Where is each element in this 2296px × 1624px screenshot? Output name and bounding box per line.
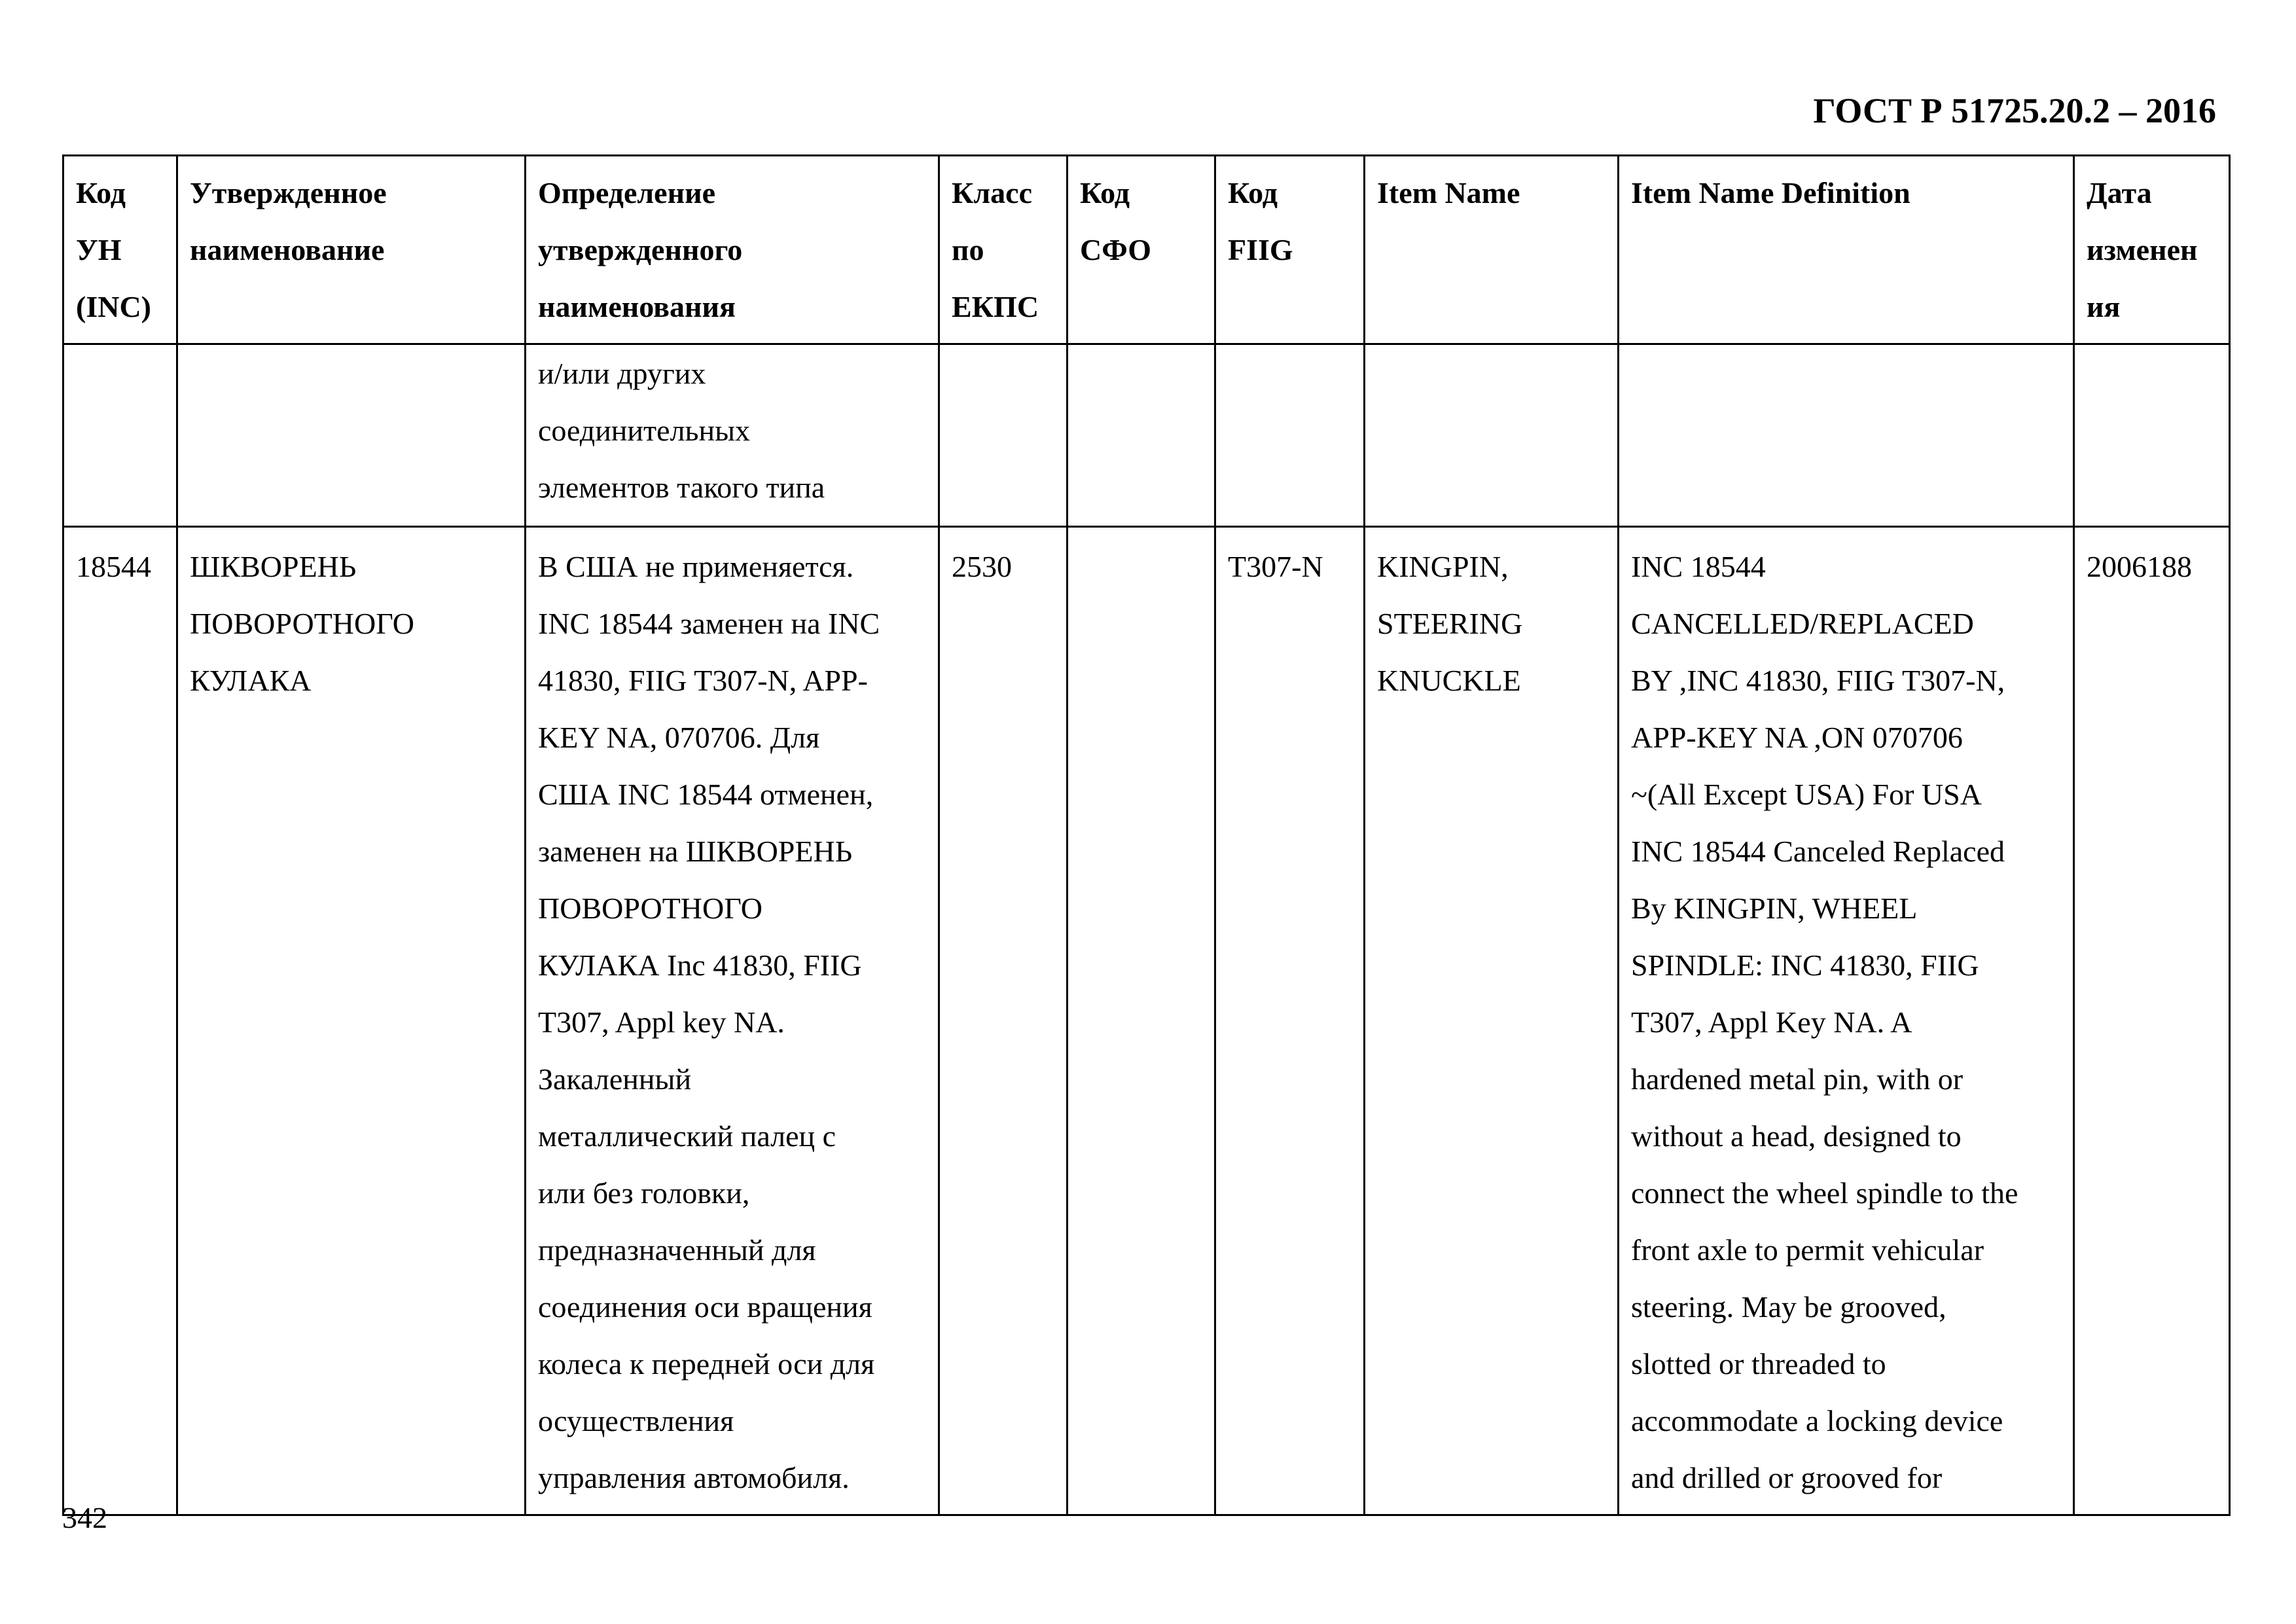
column-header-approved-name: Утвержденное наименование (177, 156, 526, 344)
item-name-table (62, 154, 2231, 1516)
cell-approved-name: ШКВОРЕНЬ ПОВОРОТНОГО КУЛАКА (177, 527, 526, 1515)
column-header-change-date: Дата изменен ия (2074, 156, 2230, 344)
column-header-sfo-code: Код СФО (1067, 156, 1215, 344)
column-header-item-name-definition: Item Name Definition (1619, 156, 2074, 344)
cell-ekps-class: 2530 (939, 527, 1067, 1515)
column-header-fiig-code: Код FIIG (1215, 156, 1365, 344)
cell-approved-name-definition: и/или других соединительных элементов такого типа (526, 344, 939, 527)
cell-item-name-definition (1619, 344, 2074, 527)
cell-sfo-code (1067, 344, 1215, 527)
cell-change-date: 2006188 (2074, 527, 2230, 1515)
table-header-row (63, 156, 2230, 344)
cell-approved-name (177, 344, 526, 527)
cell-fiig-code: T307-N (1215, 527, 1365, 1515)
cell-inc (63, 344, 177, 527)
cell-ekps-class (939, 344, 1067, 527)
column-header-approved-name-definition: Определение утвержденного наименования (526, 156, 939, 344)
column-header-item-name: Item Name (1365, 156, 1619, 344)
column-header-ekps-class: Класс по ЕКПС (939, 156, 1067, 344)
cell-inc: 18544 (63, 527, 177, 1515)
cell-item-name-definition: INC 18544 CANCELLED/REPLACED BY ,INC 41830, FIIG T307-N, APP-KEY NA ,ON 070706 ~(All Except USA) For USA INC 18544 Canceled Replaced By KINGPIN, WHEEL SPINDLE: INC 41830, FIIG T307, Appl Key NA. A hardened metal pin, with or without a head, designed to connect the wheel spindle to the front axle to permit vehicular steering. May be grooved, slotted or threaded to accommodate a locking device and drilled or grooved for (1619, 527, 2074, 1515)
cell-approved-name-definition: В США не применяется. INC 18544 заменен на INC 41830, FIIG T307-N, APP- KEY NA, 070706. Для США INC 18544 отменен, заменен на ШКВОРЕНЬ ПОВОРОТНОГО КУЛАКА Inc 41830, FIIG T307, Appl key NA. Закаленный металлический палец с или без головки, предназначенный для соединения оси вращения колеса к передней оси для осуществления управления автомобиля. (526, 527, 939, 1515)
cell-item-name: KINGPIN, STEERING KNUCKLE (1365, 527, 1619, 1515)
column-header-inc: Код УН (INC) (63, 156, 177, 344)
cell-sfo-code (1067, 527, 1215, 1515)
table-row (63, 527, 2230, 1515)
page-number: 342 (62, 1501, 107, 1534)
cell-change-date (2074, 344, 2230, 527)
cell-item-name (1365, 344, 1619, 527)
table-row-continuation (63, 344, 2230, 527)
document-standard-header: ГОСТ Р 51725.20.2 – 2016 (1813, 91, 2216, 130)
cell-fiig-code (1215, 344, 1365, 527)
